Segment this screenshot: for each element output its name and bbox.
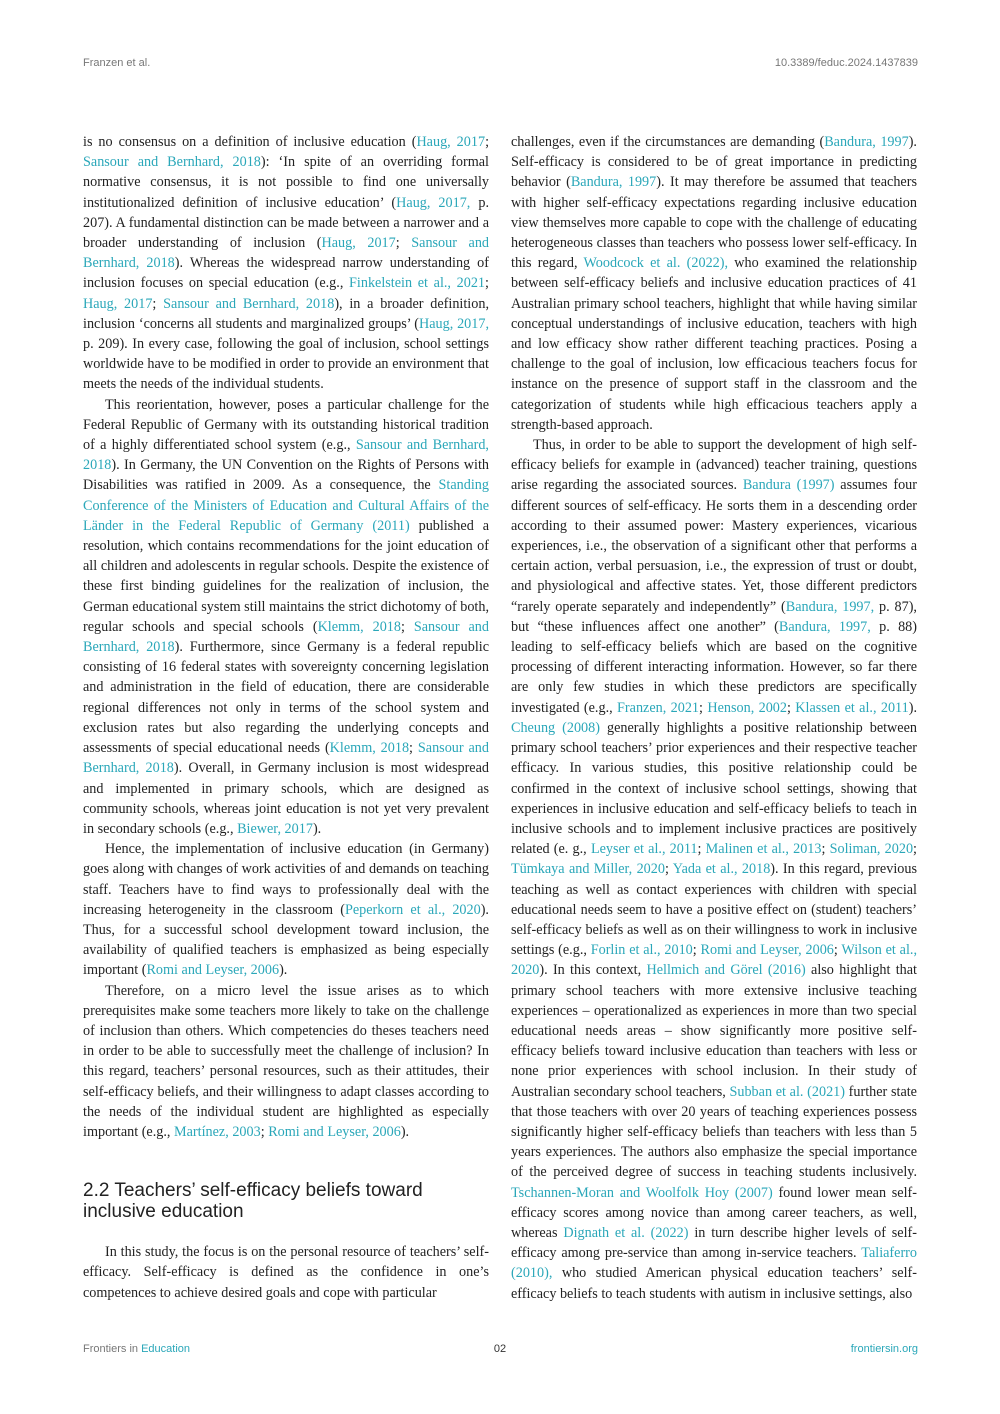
running-header-doi[interactable]: 10.3389/feduc.2024.1437839 — [774, 57, 918, 69]
body-text: ). In Germany, the UN Convention on the Rights of Persons with Disabilities was ratified in 2009. As a consequence, the — [83, 457, 489, 494]
citation-link[interactable]: Woodcock et al. (2022), — [583, 255, 729, 272]
citation-link[interactable]: Bandura, 1997 — [570, 174, 657, 191]
body-text: p. 209). In every case, following the goal of inclusion, school settings worldwide have to be modified in order to provide an environment that meets the needs of the individual students. — [83, 336, 489, 393]
body-text: ). — [908, 699, 917, 716]
paragraph — [511, 132, 917, 435]
body-text: ). Furthermore, since Germany is a federal republic consisting of 16 federal states with sovereignty concerning legislation and administration in the field of education, there are considerable regional differences not only in terms of the school system and exclusion rates but also regarding the underlying concepts and assessments of special educational needs ( — [83, 639, 489, 757]
body-text: ). Self-efficacy is considered to be of great importance in predicting behavior ( — [511, 134, 917, 191]
citation-link[interactable]: Subban et al. (2021) — [729, 1083, 845, 1100]
body-text: ). — [279, 962, 288, 979]
body-text: ). In this context, — [539, 962, 647, 979]
body-text: p. 207). A fundamental distinction can be made between a narrower and a broader understanding of inclusion ( — [83, 194, 489, 252]
citation-link[interactable]: Sansour and Bernhard, 2018 — [83, 740, 489, 777]
citation-link[interactable]: Biewer, 2017 — [237, 820, 313, 837]
citation-link[interactable]: Yada et al., 2018 — [672, 861, 771, 878]
footer-site-link[interactable]: frontiersin.org — [850, 1343, 918, 1355]
citation-link[interactable]: Forlin et al., 2010 — [590, 942, 693, 959]
body-text: ; — [913, 841, 917, 858]
citation-link[interactable]: Malinen et al., 2013 — [705, 841, 822, 858]
citation-link[interactable]: Sansour and Bernhard, 2018 — [83, 618, 489, 656]
citation-link[interactable]: Sansour and Bernhard, 2018 — [83, 235, 490, 272]
body-text: ). — [312, 820, 322, 837]
body-text: ; — [260, 1123, 269, 1140]
body-text: ; — [664, 861, 673, 878]
paragraph — [83, 839, 489, 980]
body-text: ; — [692, 942, 701, 959]
body-text: assumes four different sources of self-efficacy. He sorts them in a descending order according to their assumed power: Mastery experiences, vicarious experiences, i.e., the observation of a significant other that performs a certain action, verbal persuasion, i.e., the expression of trust or doubt, and physiological and affective states. Yet, those different predictors “rarely operate separately and independently” ( — [511, 477, 917, 615]
body-text: who examined the relationship between self-efficacy beliefs and inclusive education practices of 41 Australian primary school teachers, highlight that while having similar conceptual understandings of inclusive education, teachers with high and low efficacy show rather different teaching practices. Posing a challenge to the goal of inclusion, low efficacious teachers focus for instance on the presence of support staff in the classroom and the categorization of students while high efficacious teachers apply a strength-based approach. — [511, 255, 917, 433]
body-text: ): ‘In spite of an overriding formal normative consensus, it is not possible to find one universally institutionalized definition of inclusive education’ ( — [83, 154, 489, 211]
body-text: Hence, the implementation of inclusive education (in Germany) goes along with changes of work activities of and demands on teaching staff. Teachers have to find ways to professionally deal with the increasing heterogeneity in the classroom ( — [83, 841, 489, 918]
citation-link[interactable]: Klemm, 2018 — [329, 740, 410, 757]
body-text: ). Whereas the widespread narrow understanding of inclusion focuses on special education (e.g., — [83, 255, 489, 292]
body-text: p. 87), but “these influences affect one another” ( — [511, 598, 917, 635]
body-text: In this study, the focus is on the personal resource of teachers’ self-efficacy. Self-efficacy is defined as the confidence in one’s competences to achieve desired goals and cope with particular — [83, 1244, 489, 1301]
body-text: ). Overall, in Germany inclusion is most widespread and implemented in primary schools, which are designed as community schools, whereas joint education is not yet very prevalent in secondary schools (e.g., — [83, 760, 489, 837]
citation-link[interactable]: Leyser et al., 2011 — [590, 841, 698, 858]
body-text: found lower mean self-efficacy scores among novice than among career teachers, as well, whereas — [511, 1184, 917, 1241]
body-text: who studied American physical education teachers’ self-efficacy beliefs to teach students with autism in inclusive settings, also — [511, 1265, 917, 1302]
body-text: further state that those teachers with over 20 years of teaching experiences possess significantly higher self-efficacy beliefs than teachers with less than 5 years experiences. The authors also emphasize the special importance of the perceived degree of success in teaching students inclusively. — [511, 1083, 917, 1181]
citation-link[interactable]: Sansour and Bernhard, 2018 — [83, 154, 261, 171]
paragraph — [511, 435, 917, 1304]
footer-journal-prefix: Frontiers in — [83, 1343, 142, 1355]
citation-link[interactable]: Bandura, 1997 — [824, 134, 909, 150]
body-text: also highlight that primary school teachers with more extensive inclusive teaching experiences – operationalized as experiences in more than two special educational needs areas – show significantly more positive self-efficacy beliefs toward inclusive education than teachers with less or none prior experiences with school inclusion. In their study of Australian secondary school teachers, — [511, 962, 917, 1100]
citation-link[interactable]: Martínez, 2003 — [174, 1123, 261, 1140]
citation-link[interactable]: Sansour and Bernhard, 2018 — [163, 295, 335, 312]
body-text: ; — [699, 699, 708, 716]
body-text: ; — [395, 235, 412, 252]
body-text: ; — [409, 740, 418, 757]
citation-link[interactable]: Peperkorn et al., 2020 — [344, 901, 481, 918]
section-heading: 2.2 Teachers’ self-efficacy beliefs toward inclusive education — [83, 1180, 423, 1223]
body-text: ). In this regard, previous teaching as well as contact experiences with children with special educational needs seem to have a positive effect on (student) teachers’ self-efficacy beliefs as well as on their willingness to work in inclusive settings (e.g., — [511, 861, 917, 959]
citation-link[interactable]: Haug, 2017, — [418, 315, 489, 332]
citation-link[interactable]: Soliman, 2020 — [829, 841, 914, 858]
body-text: ; — [485, 275, 489, 292]
citation-link[interactable]: Haug, 2017 — [416, 134, 486, 150]
body-text: ), in a broader definition, inclusion ‘concerns all students and marginalized groups’ ( — [83, 295, 489, 332]
body-text: ). It may therefore be assumed that teachers with higher self-efficacy expectations regarding inclusive education view themselves more capable to cope with the challenge of educating heterogeneous classes than teachers who possess lower self-efficacy. In this regard, — [511, 174, 917, 272]
body-text: published a resolution, which contains recommendations for the joint education of all children and adolescents in regular schools. Despite the existence of these first binding guidelines for the realization of inclusion, the German educational system still maintains the strict dichotomy of both, regular schools and special schools ( — [83, 517, 490, 635]
body-text: ; — [821, 841, 830, 858]
body-text: Thus, in order to be able to support the development of high self-efficacy beliefs for example in (advanced) teacher training, questions arise regarding the associated sources. — [511, 437, 917, 494]
citation-link[interactable]: Hellmich and Görel (2016) — [646, 962, 806, 979]
body-text: challenges, even if the circumstances are demanding ( — [511, 134, 825, 150]
citation-link[interactable]: Henson, 2002 — [707, 699, 787, 716]
body-text: in turn describe higher levels of self-efficacy among pre-service than among in-service teachers. — [511, 1224, 918, 1262]
body-text: p. 88) leading to self-efficacy beliefs which are based on the cognitive processing of different interacting information. However, so far there are only few studies in which these predictors are specifically investigated (e.g., — [511, 618, 917, 716]
citation-link[interactable]: Standing Conference of the Ministers of Education and Cultural Affairs of the Länder in the Federal Republic of Germany (2011) — [83, 477, 489, 534]
body-text: ; — [400, 618, 414, 635]
body-text: is no consensus on a definition of inclusive education ( — [83, 134, 417, 150]
running-header-authors: Franzen et al. — [83, 57, 151, 69]
paragraph — [83, 1242, 489, 1303]
citation-link[interactable]: Franzen, 2021 — [617, 699, 700, 716]
body-text: Therefore, on a micro level the issue arises as to which prerequisites make some teachers more likely to take on the challenge of inclusion than others. Which competencies do theses teachers need in order to be able to successfully meet the challenge of inclusion? In this regard, teachers’ personal resources, such as their attitudes, their self-efficacy beliefs, and their willingness to adapt classes according to the needs of the individual student are highlighted as especially important (e.g., — [83, 982, 489, 1140]
body-text: ; — [152, 295, 164, 312]
body-text: ; — [485, 134, 490, 150]
body-text: ; — [697, 841, 706, 858]
citation-link[interactable]: Tümkaya and Miller, 2020 — [511, 861, 665, 878]
paragraph — [83, 395, 489, 839]
citation-link[interactable]: Romi and Leyser, 2006 — [268, 1123, 401, 1140]
citation-link[interactable]: Romi and Leyser, 2006 — [700, 942, 834, 959]
citation-link[interactable]: Wilson et al., 2020 — [511, 942, 917, 979]
body-text: ). — [400, 1123, 410, 1140]
left-column — [83, 132, 489, 1303]
paragraph — [83, 981, 489, 1143]
citation-link[interactable]: Tschannen-Moran and Woolfolk Hoy (2007) — [511, 1184, 773, 1201]
citation-link[interactable]: Klemm, 2018 — [317, 618, 401, 635]
footer-journal-name[interactable]: Education — [141, 1343, 191, 1355]
body-text: This reorientation, however, poses a particular challenge for the Federal Republic of Germany with its outstanding historical tradition of a highly differentiated school system (e.g., — [83, 396, 489, 454]
citation-link[interactable]: Klassen et al., 2011 — [795, 699, 909, 716]
citation-link[interactable]: Haug, 2017, — [396, 194, 471, 211]
body-text: ; — [833, 942, 842, 959]
body-text: ). Thus, for a successful school development toward inclusion, the availability of qualified teachers is emphasized as being especially important ( — [83, 901, 489, 979]
citation-link[interactable]: Finkelstein et al., 2021 — [349, 275, 486, 292]
footer-page-number: 02 — [493, 1343, 507, 1355]
citation-link[interactable]: Bandura (1997) — [742, 477, 835, 494]
citation-link[interactable]: Haug, 2017 — [83, 295, 153, 312]
body-text: ; — [786, 699, 796, 716]
citation-link[interactable]: Bandura, 1997, — [785, 598, 875, 615]
citation-link[interactable]: Bandura, 1997, — [778, 618, 871, 635]
citation-link[interactable]: Dignath et al. (2022) — [563, 1224, 689, 1241]
citation-link[interactable]: Taliaferro (2010), — [511, 1245, 917, 1282]
citation-link[interactable]: Haug, 2017 — [321, 235, 396, 252]
citation-link[interactable]: Sansour and Bernhard, 2018 — [83, 437, 489, 474]
body-text: generally highlights a positive relationship between primary school teachers’ prior experiences and their respective teacher efficacy. In various studies, this positive relationship could be confirmed in the context of inclusive school settings, showing that experiences in inclusive education and self-efficacy beliefs to teach in inclusive schools and to implement inclusive practices are positively related (e. g., — [511, 719, 917, 858]
citation-link[interactable]: Cheung (2008) — [511, 719, 600, 736]
right-column — [511, 132, 917, 1304]
paragraph — [83, 132, 489, 395]
citation-link[interactable]: Romi and Leyser, 2006 — [146, 962, 280, 979]
